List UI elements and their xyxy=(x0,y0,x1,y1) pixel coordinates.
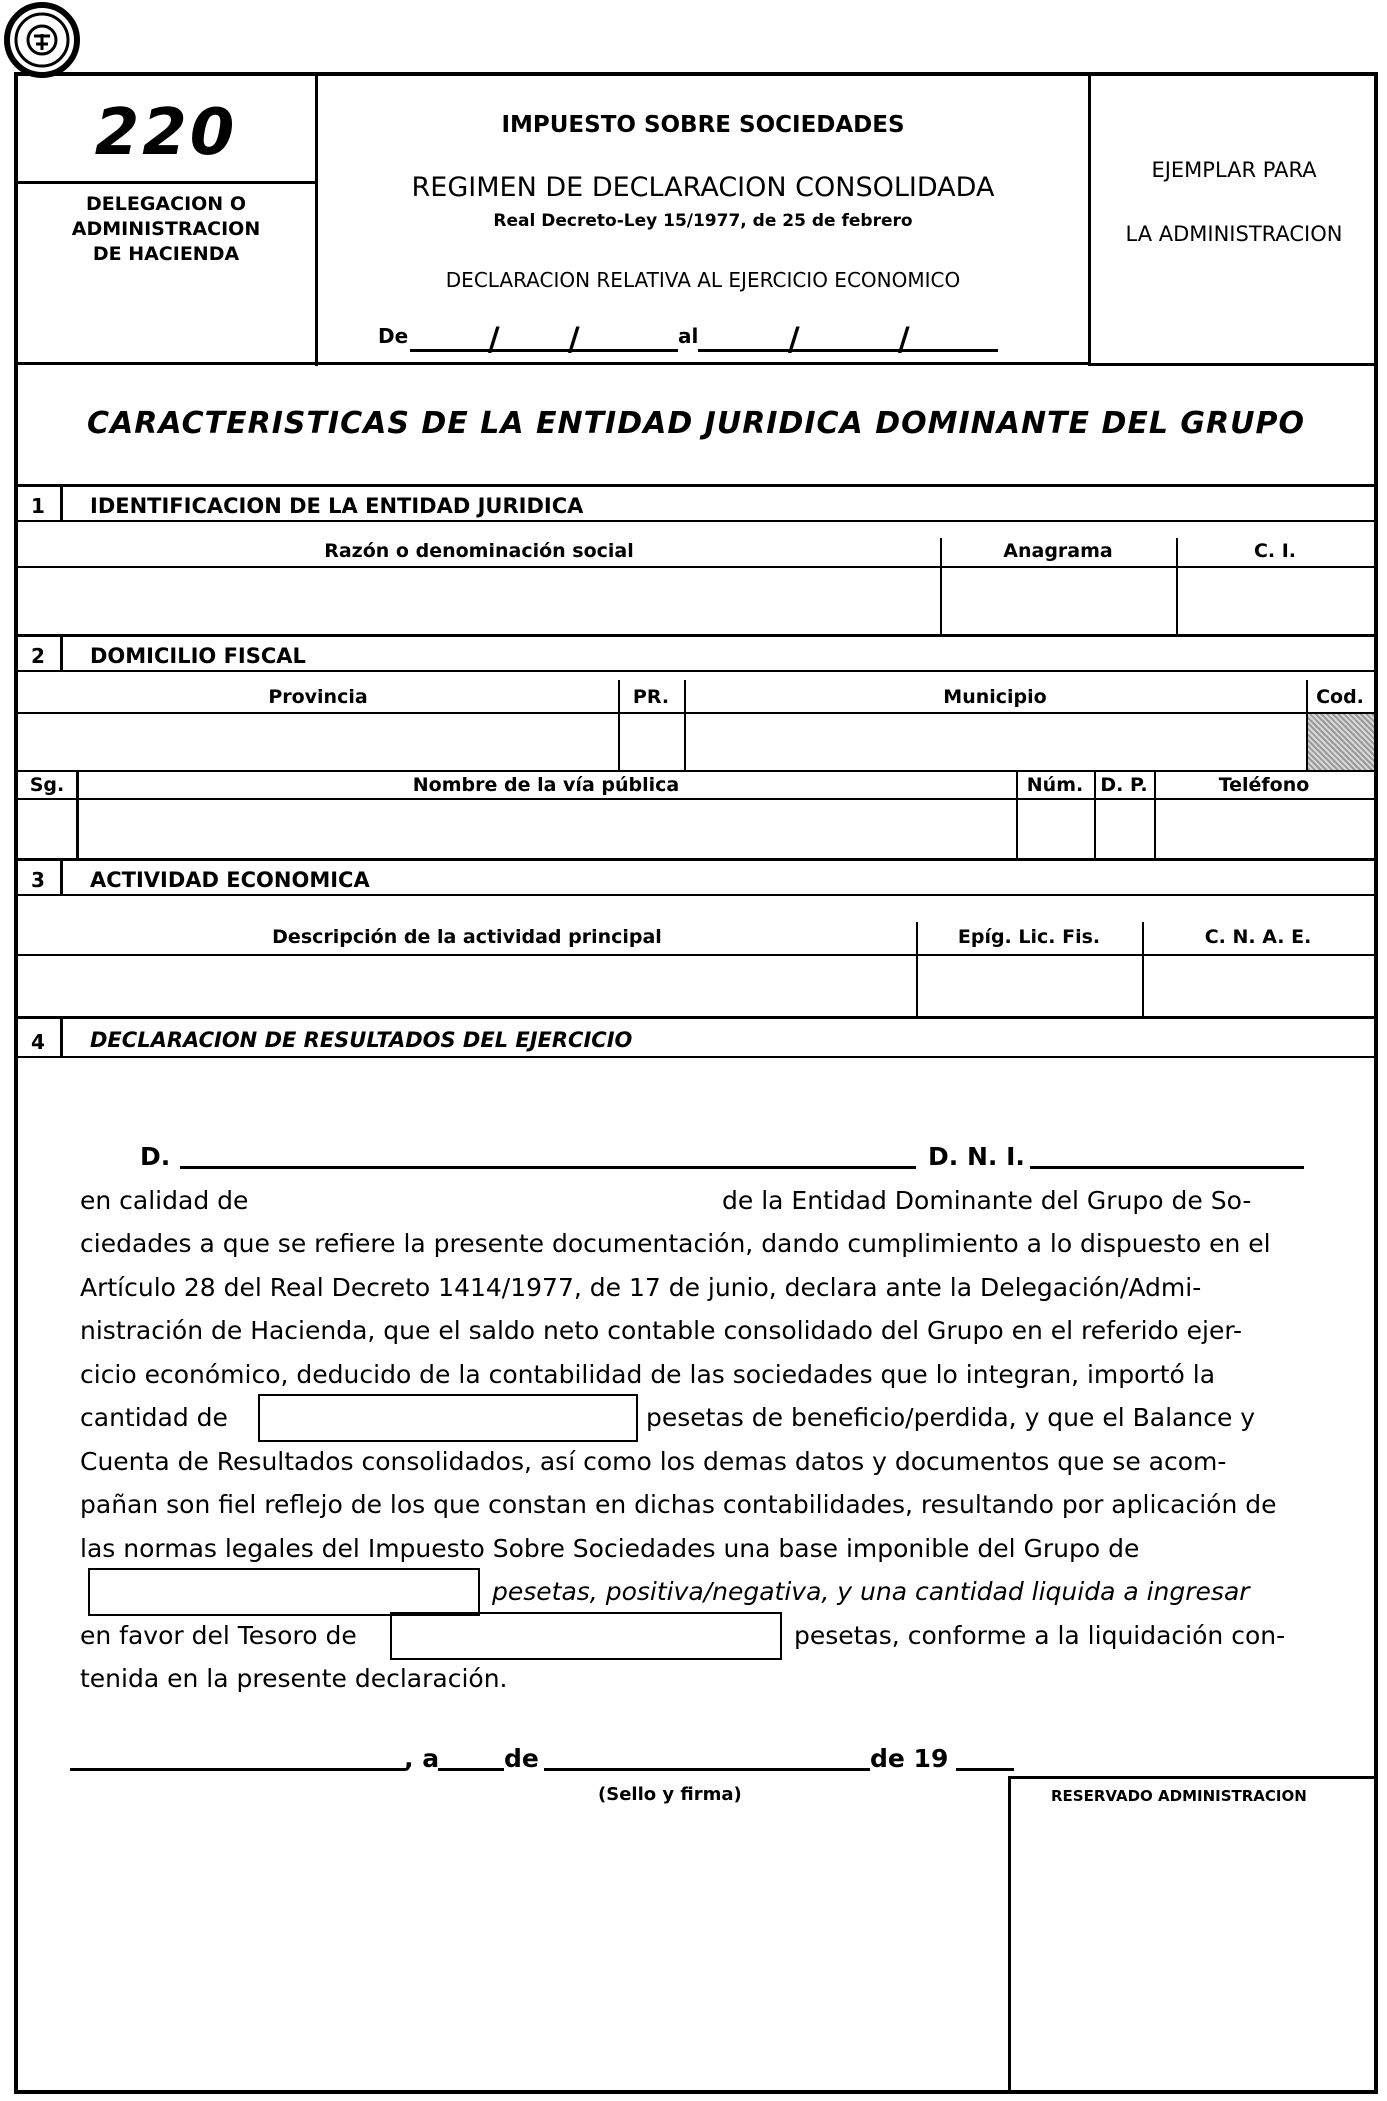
section-3-title: ACTIVIDAD ECONOMICA xyxy=(90,868,370,892)
line-3: Artículo 28 del Real Decreto 1414/1977, de 17 de junio, declara ante la Delegación/Admi- xyxy=(80,1273,1202,1302)
office-label: DELEGACION O ADMINISTRACION DE HACIENDA xyxy=(71,193,261,265)
section-2-number: 2 xyxy=(31,644,45,668)
col-actividad: Descripción de la actividad principal xyxy=(272,926,662,948)
col-anagrama: Anagrama xyxy=(1003,540,1113,562)
form-number: 220 xyxy=(94,96,238,170)
form-220 xyxy=(14,72,1378,2094)
tax-title: IMPUESTO SOBRE SOCIEDADES xyxy=(501,112,905,138)
line-7: Cuenta de Resultados consolidados, así como los demas datos y documentos que se acom- xyxy=(80,1447,1227,1476)
section-1-number: 1 xyxy=(31,494,45,518)
line-1-b: de la Entidad Dominante del Grupo de So- xyxy=(722,1186,1252,1215)
place-de: de xyxy=(504,1744,539,1773)
form-header xyxy=(18,76,1374,366)
line-10-b: pesetas, positiva/negativa, y una cantidad liquida a ingresar xyxy=(492,1577,1250,1606)
declaration-title: DECLARACION RELATIVA AL EJERCICIO ECONOMICO xyxy=(445,268,961,292)
col-cod: Cod. xyxy=(1316,686,1364,708)
col-epigrafe: Epíg. Lic. Fis. xyxy=(957,926,1101,948)
decree-ref: Real Decreto-Ley 15/1977, de 25 de febrero xyxy=(493,211,913,231)
fiscal-period-dates[interactable]: De / / al / / xyxy=(378,324,1038,354)
col-provincia: Provincia xyxy=(268,686,368,708)
col-telefono: Teléfono xyxy=(1218,774,1310,796)
line-11-b: pesetas, conforme a la liquidación con- xyxy=(794,1621,1286,1650)
section-4-number: 4 xyxy=(31,1030,45,1054)
line-4: nistración de Hacienda, que el saldo neto contable consolidado del Grupo en el referido ejer- xyxy=(80,1316,1243,1345)
col-sg: Sg. xyxy=(29,774,65,796)
dni-label: D. N. I. xyxy=(928,1142,1025,1171)
col-pr: PR. xyxy=(632,686,670,708)
regime-title: REGIMEN DE DECLARACION CONSOLIDADA xyxy=(411,172,995,203)
line-2: ciedades a que se refiere la presente documentación, dando cumplimiento a lo dispuesto en el xyxy=(80,1229,1271,1258)
line-5: cicio económico, deducido de la contabilidad de las sociedades que lo integran, importó la xyxy=(80,1360,1216,1389)
net-balance-input[interactable] xyxy=(258,1394,638,1442)
signature-label: (Sello y firma) xyxy=(598,1784,742,1805)
col-cnae: C. N. A. E. xyxy=(1204,926,1312,948)
place-a: , a xyxy=(404,1744,440,1773)
line-1-a: en calidad de xyxy=(80,1186,249,1215)
col-ci: C. I. xyxy=(1253,540,1297,562)
line-8: pañan son fiel reflejo de los que constan en dichas contabilidades, resultando por aplicación de xyxy=(80,1490,1277,1519)
reserved-admin-box: RESERVADO ADMINISTRACION xyxy=(1008,1776,1374,2094)
section-3-number: 3 xyxy=(31,868,45,892)
line-12: tenida en la presente declaración. xyxy=(80,1664,508,1693)
line-6-a: cantidad de xyxy=(80,1403,228,1432)
amount-payable-input[interactable] xyxy=(390,1612,782,1660)
place-year: de 19 xyxy=(870,1744,949,1773)
col-municipio: Municipio xyxy=(943,686,1047,708)
official-seal-icon xyxy=(4,2,80,78)
line-6-b: pesetas de beneficio/perdida, y que el Balance y xyxy=(646,1403,1256,1432)
copy-box: EJEMPLAR PARA LA ADMINISTRACION xyxy=(1088,76,1374,366)
line-9: las normas legales del Impuesto Sobre Sociedades una base imponible del Grupo de xyxy=(80,1534,1140,1563)
col-dp: D. P. xyxy=(1100,774,1148,796)
taxable-base-input[interactable] xyxy=(88,1568,480,1616)
col-num: Núm. xyxy=(1026,774,1084,796)
cod-shaded-cell xyxy=(1308,714,1374,770)
section-4-title: DECLARACION DE RESULTADOS DEL EJERCICIO xyxy=(90,1028,633,1052)
section-1-title: IDENTIFICACION DE LA ENTIDAD JURIDICA xyxy=(90,494,584,518)
section-2-title: DOMICILIO FISCAL xyxy=(90,644,306,668)
line-11-a: en favor del Tesoro de xyxy=(80,1621,357,1650)
main-title: CARACTERISTICAS DE LA ENTIDAD JURIDICA DOMINANTE DEL GRUPO xyxy=(86,406,1305,441)
col-via-publica: Nombre de la vía pública xyxy=(412,774,680,796)
d-label: D. xyxy=(140,1142,171,1171)
col-razon-social: Razón o denominación social xyxy=(324,540,634,562)
header-center xyxy=(318,76,1088,366)
form-number-box xyxy=(18,76,318,366)
